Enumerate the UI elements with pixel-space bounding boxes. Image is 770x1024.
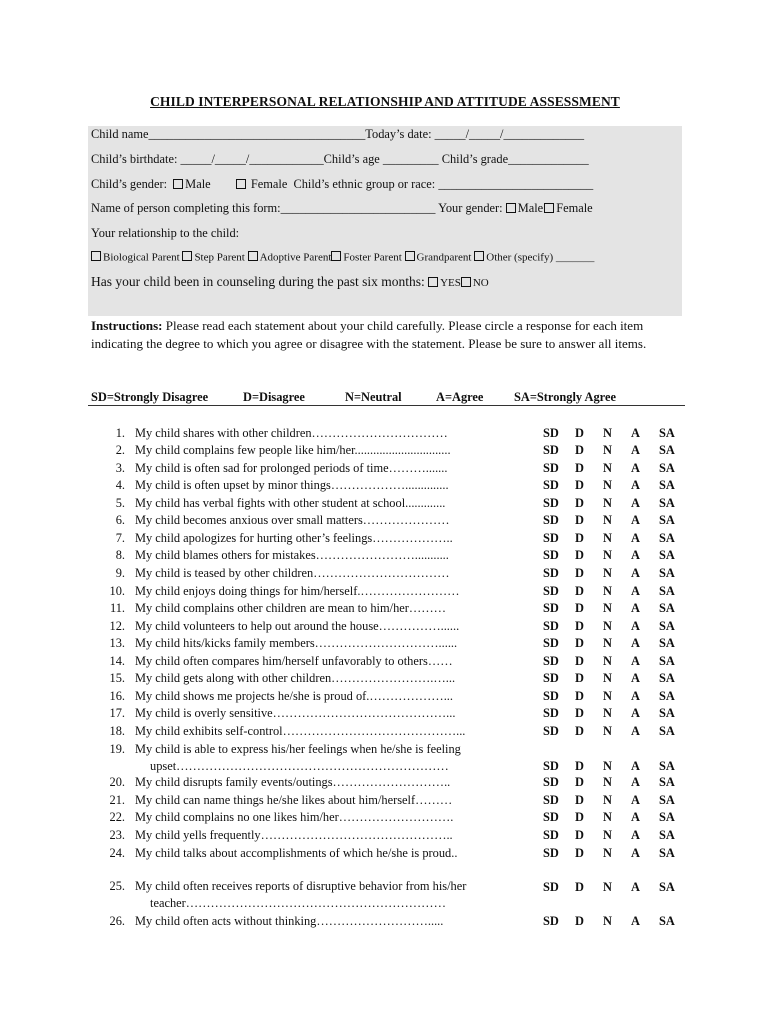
response-option-d[interactable]: D <box>575 654 584 668</box>
response-option-d[interactable]: D <box>575 619 584 633</box>
response-option-n[interactable]: N <box>603 426 612 440</box>
item-number: 10. <box>109 584 125 598</box>
child-ethnic-field[interactable]: Child’s ethnic group or race: _________________________ <box>293 177 594 191</box>
response-option-n[interactable]: N <box>603 513 612 527</box>
table-row <box>0 724 770 742</box>
adoptive-parent-label: Adoptive Parent <box>259 251 332 264</box>
scale-divider <box>88 405 685 406</box>
table-row <box>0 566 770 584</box>
response-option-a[interactable]: A <box>631 461 640 475</box>
respondent-male-checkbox[interactable] <box>506 203 516 213</box>
response-option-d[interactable]: D <box>575 759 584 773</box>
response-option-sa[interactable]: SA <box>659 706 675 720</box>
response-option-d[interactable]: D <box>575 671 584 685</box>
item-statement: My child volunteers to help out around the house……………...... <box>135 619 460 633</box>
response-option-d[interactable]: D <box>575 531 584 545</box>
table-row <box>0 706 770 724</box>
response-option-sa[interactable]: SA <box>659 478 675 492</box>
table-row <box>0 619 770 637</box>
child-name-date-line[interactable]: Child name___________________________________Today’s date: _____/_____/_____________ <box>91 127 585 141</box>
table-row <box>0 443 770 461</box>
response-option-d[interactable]: D <box>575 426 584 440</box>
response-option-n[interactable]: N <box>603 846 612 860</box>
item-statement: My child blames others for mistakes……………………........... <box>135 548 449 562</box>
table-row <box>0 426 770 444</box>
item-statement: My child is teased by other children…………………………… <box>135 566 450 580</box>
counseling-yes-label: YES <box>440 277 461 289</box>
response-option-n[interactable]: N <box>603 566 612 580</box>
response-option-sd[interactable]: SD <box>543 478 559 492</box>
response-option-d[interactable]: D <box>575 584 584 598</box>
page-title: CHILD INTERPERSONAL RELATIONSHIP AND ATTITUDE ASSESSMENT <box>150 94 620 109</box>
response-option-sa[interactable]: SA <box>659 914 675 928</box>
response-option-n[interactable]: N <box>603 619 612 633</box>
response-option-sd[interactable]: SD <box>543 775 559 789</box>
respondent-female-checkbox[interactable] <box>544 203 554 213</box>
response-option-sa[interactable]: SA <box>659 636 675 650</box>
respondent-line <box>91 201 593 216</box>
response-option-sd[interactable]: SD <box>543 496 559 510</box>
response-option-sa[interactable]: SA <box>659 759 675 773</box>
response-option-sd[interactable]: SD <box>543 426 559 440</box>
item-statement: My child talks about accomplishments of which he/she is proud.. <box>135 846 458 860</box>
foster-parent-checkbox[interactable] <box>331 251 341 261</box>
item-number: 26. <box>109 914 125 928</box>
item-number: 21. <box>109 793 125 807</box>
response-option-a[interactable]: A <box>631 793 640 807</box>
item-statement: My child complains other children are mean to him/her……… <box>135 601 447 615</box>
response-option-sd[interactable]: SD <box>543 724 559 738</box>
table-row <box>0 671 770 689</box>
response-option-sa[interactable]: SA <box>659 846 675 860</box>
item-number: 16. <box>109 689 125 703</box>
grandparent-label: Grandparent <box>416 251 472 264</box>
child-gender-male-checkbox[interactable] <box>173 179 183 189</box>
item-statement: My child complains no one likes him/her………………………. <box>135 810 454 824</box>
child-birthdate-age-grade-line[interactable]: Child’s birthdate: _____/_____/____________Child’s age _________ Child’s grade_____________ <box>91 152 589 166</box>
child-gender-ethnic-line <box>91 177 593 192</box>
response-option-sa[interactable]: SA <box>659 566 675 580</box>
response-option-n[interactable]: N <box>603 654 612 668</box>
table-row <box>0 810 770 828</box>
item-number: 25. <box>109 879 125 893</box>
table-row <box>0 548 770 566</box>
table-row <box>0 478 770 496</box>
response-option-sa[interactable]: SA <box>659 443 675 457</box>
child-gender-label: Child’s gender: <box>91 177 168 191</box>
response-option-d[interactable]: D <box>575 793 584 807</box>
item-statement-continued: upset………………………………………………………… <box>150 759 449 773</box>
response-option-a[interactable]: A <box>631 443 640 457</box>
response-option-a[interactable]: A <box>631 619 640 633</box>
response-option-sa[interactable]: SA <box>659 793 675 807</box>
table-row <box>0 689 770 707</box>
table-row <box>0 584 770 602</box>
relationship-options <box>91 251 594 264</box>
item-number: 5. <box>115 496 125 510</box>
item-number: 3. <box>115 461 125 475</box>
respondent-female-label: Female <box>556 201 593 215</box>
table-row <box>0 654 770 672</box>
response-option-sd[interactable]: SD <box>543 671 559 685</box>
response-option-d[interactable]: D <box>575 601 584 615</box>
response-option-sa[interactable]: SA <box>659 828 675 842</box>
item-number: 15. <box>109 671 125 685</box>
item-number: 2. <box>115 443 125 457</box>
response-option-sd[interactable]: SD <box>543 531 559 545</box>
item-number: 12. <box>109 619 125 633</box>
table-row <box>0 828 770 846</box>
relationship-label: Your relationship to the child: <box>91 226 240 240</box>
response-option-sd[interactable]: SD <box>543 846 559 860</box>
response-option-a[interactable]: A <box>631 724 640 738</box>
response-option-a[interactable]: A <box>631 496 640 510</box>
item-statement: My child can name things he/she likes about him/herself……… <box>135 793 453 807</box>
respondent-name-field[interactable]: Name of person completing this form:_________________________ Your gender: <box>91 201 503 215</box>
item-number: 7. <box>115 531 125 545</box>
response-option-a[interactable]: A <box>631 636 640 650</box>
child-gender-female-checkbox[interactable] <box>236 179 246 189</box>
scale-sa: SA=Strongly Agree <box>514 390 616 404</box>
table-row <box>0 846 770 864</box>
response-option-a[interactable]: A <box>631 426 640 440</box>
item-number: 1. <box>115 426 125 440</box>
item-statement: My child is often upset by minor things……………….............. <box>135 478 449 492</box>
child-gender-male-label: Male <box>185 177 211 191</box>
response-option-sa[interactable]: SA <box>659 601 675 615</box>
response-option-n[interactable]: N <box>603 689 612 703</box>
response-option-a[interactable]: A <box>631 531 640 545</box>
response-option-d[interactable]: D <box>575 443 584 457</box>
response-option-sa[interactable]: SA <box>659 426 675 440</box>
response-option-sd[interactable]: SD <box>543 548 559 562</box>
response-option-sa[interactable]: SA <box>659 880 675 894</box>
response-option-a[interactable]: A <box>631 775 640 789</box>
item-number: 8. <box>115 548 125 562</box>
response-option-sd[interactable]: SD <box>543 461 559 475</box>
scale-d: D=Disagree <box>243 390 305 404</box>
item-number: 17. <box>109 706 125 720</box>
response-option-sd[interactable]: SD <box>543 513 559 527</box>
table-row <box>0 531 770 549</box>
response-option-n[interactable]: N <box>603 496 612 510</box>
item-statement: My child shares with other children…………………………… <box>135 426 448 440</box>
response-option-a[interactable]: A <box>631 759 640 773</box>
table-row <box>0 775 770 793</box>
response-option-a[interactable]: A <box>631 478 640 492</box>
response-option-sa[interactable]: SA <box>659 584 675 598</box>
item-statement: My child has verbal fights with other student at school............. <box>135 496 446 510</box>
response-option-sd[interactable]: SD <box>543 793 559 807</box>
response-option-a[interactable]: A <box>631 548 640 562</box>
response-option-n[interactable]: N <box>603 775 612 789</box>
response-option-n[interactable]: N <box>603 461 612 475</box>
response-option-sd[interactable]: SD <box>543 689 559 703</box>
response-option-sa[interactable]: SA <box>659 689 675 703</box>
item-number: 20. <box>109 775 125 789</box>
item-statement: My child enjoys doing things for him/herself.…………………… <box>135 584 460 598</box>
response-option-a[interactable]: A <box>631 513 640 527</box>
response-option-a[interactable]: A <box>631 828 640 842</box>
table-row <box>0 513 770 531</box>
response-option-sa[interactable]: SA <box>659 654 675 668</box>
response-option-n[interactable]: N <box>603 443 612 457</box>
item-number: 4. <box>115 478 125 492</box>
response-option-a[interactable]: A <box>631 810 640 824</box>
table-row <box>0 601 770 619</box>
table-row <box>0 461 770 479</box>
response-option-a[interactable]: A <box>631 671 640 685</box>
response-option-sa[interactable]: SA <box>659 548 675 562</box>
table-row <box>0 879 770 910</box>
response-option-d[interactable]: D <box>575 548 584 562</box>
biological-parent-checkbox[interactable] <box>91 251 101 261</box>
item-statement: My child shows me projects he/she is proud of.………………... <box>135 689 453 703</box>
table-row <box>0 914 770 932</box>
scale-sd: SD=Strongly Disagree <box>91 390 209 404</box>
foster-parent-label: Foster Parent <box>343 251 402 264</box>
item-statement: My child often acts without thinking………………………..... <box>135 914 444 928</box>
response-option-n[interactable]: N <box>603 880 612 894</box>
response-option-sa[interactable]: SA <box>659 775 675 789</box>
response-option-sd[interactable]: SD <box>543 914 559 928</box>
response-option-a[interactable]: A <box>631 689 640 703</box>
item-statement: My child exhibits self-control……………………………………... <box>135 724 466 738</box>
response-option-a[interactable]: A <box>631 584 640 598</box>
response-option-sd[interactable]: SD <box>543 706 559 720</box>
biological-parent-label: Biological Parent <box>103 251 180 264</box>
counseling-no-label: NO <box>472 277 489 289</box>
response-option-sa[interactable]: SA <box>659 513 675 527</box>
response-option-sd[interactable]: SD <box>543 810 559 824</box>
item-statement: My child disrupts family events/outings……………………….. <box>135 775 451 789</box>
item-statement: My child gets along with other children…………………….…... <box>135 671 456 685</box>
response-option-d[interactable]: D <box>575 706 584 720</box>
adoptive-parent-checkbox[interactable] <box>248 251 258 261</box>
response-option-sd[interactable]: SD <box>543 759 559 773</box>
item-number: 23. <box>109 828 125 842</box>
instructions <box>91 317 685 352</box>
response-option-sd[interactable]: SD <box>543 654 559 668</box>
instructions-label: Instructions: <box>91 318 163 333</box>
item-statement: My child complains few people like him/her............................... <box>135 443 451 457</box>
response-option-d[interactable]: D <box>575 810 584 824</box>
response-option-sa[interactable]: SA <box>659 671 675 685</box>
response-option-d[interactable]: D <box>575 478 584 492</box>
response-option-n[interactable]: N <box>603 601 612 615</box>
table-row <box>0 636 770 654</box>
response-option-a[interactable]: A <box>631 601 640 615</box>
response-option-n[interactable]: N <box>603 724 612 738</box>
response-option-d[interactable]: D <box>575 496 584 510</box>
item-number: 24. <box>109 846 125 860</box>
response-option-sd[interactable]: SD <box>543 443 559 457</box>
response-option-n[interactable]: N <box>603 671 612 685</box>
response-option-sd[interactable]: SD <box>543 619 559 633</box>
response-option-sd[interactable]: SD <box>543 636 559 650</box>
item-statement-continued: teacher……………………………………………………… <box>150 896 446 910</box>
item-number: 19. <box>109 742 125 756</box>
respondent-male-label: Male <box>517 201 544 215</box>
step-parent-checkbox[interactable] <box>182 251 192 261</box>
response-option-n[interactable]: N <box>603 793 612 807</box>
response-option-a[interactable]: A <box>631 654 640 668</box>
response-option-d[interactable]: D <box>575 566 584 580</box>
response-option-d[interactable]: D <box>575 724 584 738</box>
response-option-n[interactable]: N <box>603 828 612 842</box>
other-checkbox[interactable] <box>474 251 484 261</box>
item-statement: My child often compares him/herself unfavorably to others…… <box>135 654 453 668</box>
scale-a: A=Agree <box>436 390 484 404</box>
item-statement: My child apologizes for hurting other’s feelings……………….. <box>135 531 453 545</box>
response-option-sa[interactable]: SA <box>659 531 675 545</box>
response-option-n[interactable]: N <box>603 810 612 824</box>
counseling-question: Has your child been in counseling during the past six months: <box>91 274 425 289</box>
item-statement: My child is overly sensitive……………………………………... <box>135 706 456 720</box>
item-number: 6. <box>115 513 125 527</box>
item-statement: My child is able to express his/her feelings when he/she is feeling <box>135 742 461 756</box>
item-number: 22. <box>109 810 125 824</box>
item-number: 9. <box>115 566 125 580</box>
response-option-sd[interactable]: SD <box>543 601 559 615</box>
response-option-a[interactable]: A <box>631 846 640 860</box>
response-option-d[interactable]: D <box>575 775 584 789</box>
response-option-sa[interactable]: SA <box>659 724 675 738</box>
response-option-sd[interactable]: SD <box>543 828 559 842</box>
item-number: 13. <box>109 636 125 650</box>
item-statement: My child hits/kicks family members…………………………...... <box>135 636 458 650</box>
response-option-d[interactable]: D <box>575 880 584 894</box>
response-option-d[interactable]: D <box>575 846 584 860</box>
response-option-sa[interactable]: SA <box>659 810 675 824</box>
response-option-sd[interactable]: SD <box>543 566 559 580</box>
item-number: 18. <box>109 724 125 738</box>
response-option-a[interactable]: A <box>631 706 640 720</box>
item-statement: My child becomes anxious over small matters………………… <box>135 513 450 527</box>
table-row <box>0 742 770 773</box>
response-option-sd[interactable]: SD <box>543 584 559 598</box>
item-statement: My child is often sad for prolonged periods of time………....... <box>135 461 448 475</box>
counseling-yes-checkbox[interactable] <box>428 277 438 287</box>
response-option-a[interactable]: A <box>631 914 640 928</box>
item-statement: My child often receives reports of disruptive behavior from his/her <box>135 879 467 893</box>
child-gender-female-label: Female <box>250 177 288 191</box>
response-option-n[interactable]: N <box>603 759 612 773</box>
counseling-question-line <box>91 274 489 290</box>
response-option-d[interactable]: D <box>575 689 584 703</box>
response-option-n[interactable]: N <box>603 531 612 545</box>
response-option-d[interactable]: D <box>575 828 584 842</box>
item-number: 11. <box>109 601 125 615</box>
response-option-a[interactable]: A <box>631 566 640 580</box>
table-row <box>0 496 770 514</box>
response-option-sa[interactable]: SA <box>659 496 675 510</box>
response-option-d[interactable]: D <box>575 461 584 475</box>
response-option-n[interactable]: N <box>603 478 612 492</box>
step-parent-label: Step Parent <box>194 251 245 264</box>
response-option-n[interactable]: N <box>603 548 612 562</box>
response-option-sd[interactable]: SD <box>543 880 559 894</box>
instructions-text: Please read each statement about your child carefully. Please circle a response for each item indicating the degree to which you agree or disagree with the statement. Please be sure to answer all items. <box>91 318 647 351</box>
response-option-n[interactable]: N <box>603 636 612 650</box>
response-option-n[interactable]: N <box>603 584 612 598</box>
response-option-d[interactable]: D <box>575 636 584 650</box>
response-option-sa[interactable]: SA <box>659 461 675 475</box>
grandparent-checkbox[interactable] <box>405 251 415 261</box>
response-option-a[interactable]: A <box>631 880 640 894</box>
response-option-n[interactable]: N <box>603 914 612 928</box>
table-row <box>0 793 770 811</box>
response-option-n[interactable]: N <box>603 706 612 720</box>
response-option-d[interactable]: D <box>575 513 584 527</box>
other-label[interactable]: Other (specify) _______ <box>486 251 595 264</box>
item-statement: My child yells frequently……………………………………….. <box>135 828 453 842</box>
response-option-sa[interactable]: SA <box>659 619 675 633</box>
item-number: 14. <box>109 654 125 668</box>
counseling-no-checkbox[interactable] <box>461 277 471 287</box>
scale-n: N=Neutral <box>345 390 402 404</box>
response-scale-legend <box>91 390 685 406</box>
response-option-d[interactable]: D <box>575 914 584 928</box>
